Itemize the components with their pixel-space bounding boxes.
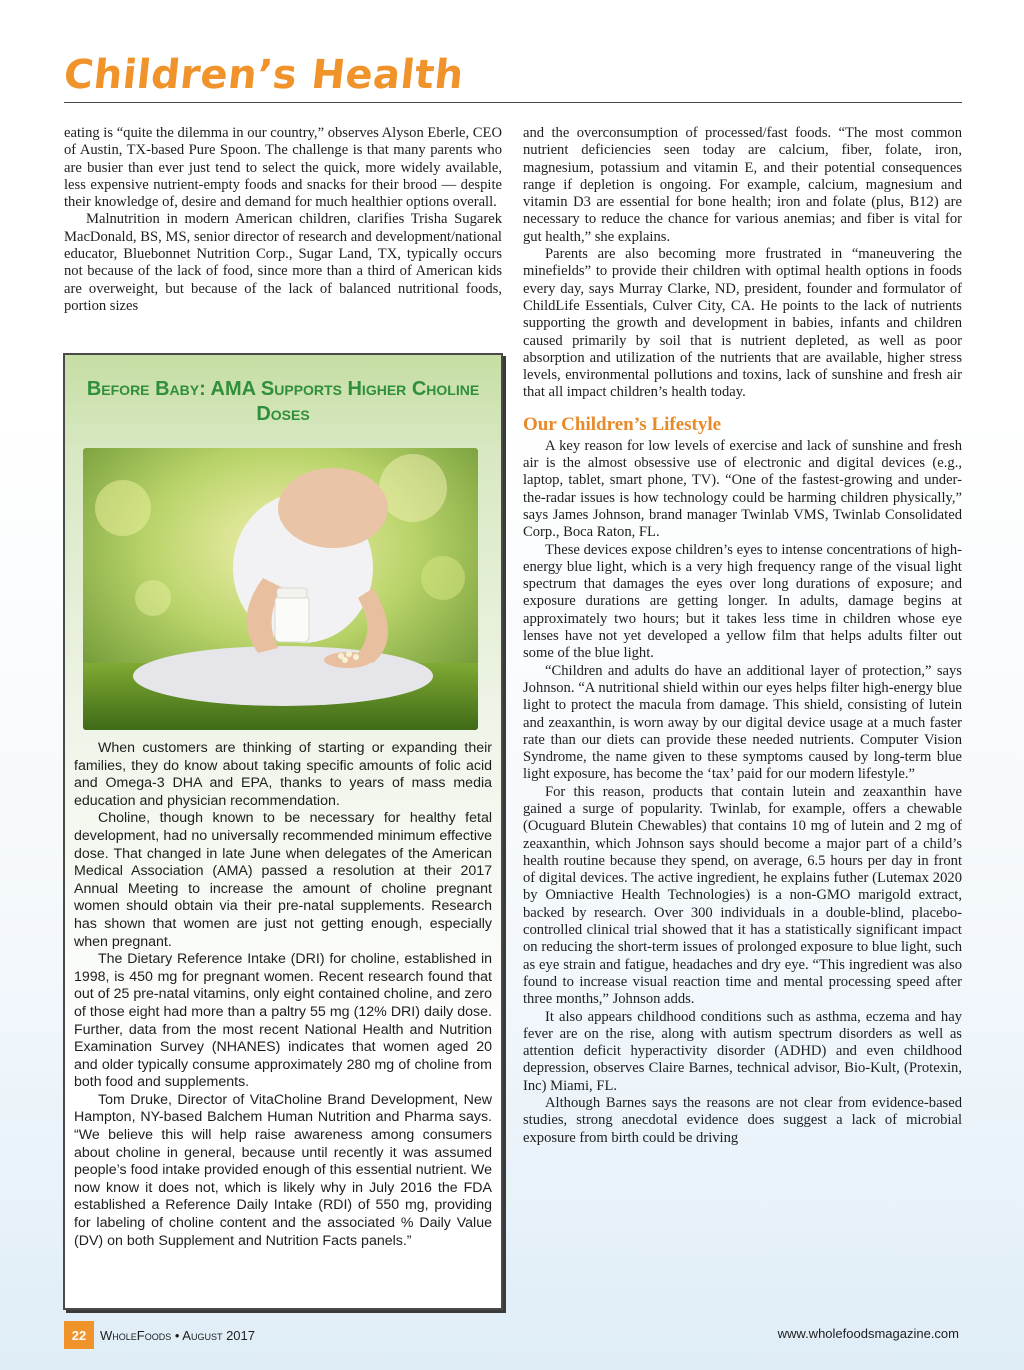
body-paragraph: Parents are also becoming more frustrated in “maneuvering the minefields” to provide their children with optimal health options in foods every day, says Murray Clarke, ND, president, founder and formulator of ChildLife Essentials, Culver City, CA. He points to the lack of nutrients supporting the growth and development in babies, infants and children caused primarily by soil that is nutrient depleted, as well as poor absorption and utilization of the nutrients that are available, higher stress levels, environmental pollutions and toxins, lack of sunshine and fresh air that all impact children’s health today. — [523, 246, 962, 401]
body-paragraph: Malnutrition in modern American children, clarifies Trisha Sugarek MacDonald, BS, MS, senior director of research and development/national educator, Bluebonnet Nutrition Corp., Sugar Land, TX, typically occurs not because of the lack of food, since more than a third of American kids are overweight, but because of the lack of balanced nutritional foods, portion sizes — [64, 211, 502, 314]
page-number: 22 — [64, 1321, 94, 1349]
body-paragraph: A key reason for low levels of exercise and lack of sunshine and fresh air is the almost obsessive use of electronic and digital devices (e.g., laptop, tablet, smart phone, TV). “One of the fastest-growing and under-the-radar issues is how technology could be harming children physically,” says James Johnson, brand manager Twinlab VMS, Twinlab Consolidated Corp., Boca Raton, FL. — [523, 437, 962, 541]
body-paragraph: eating is “quite the dilemma in our country,” observes Alyson Eberle, CEO of Austin, TX-based Pure Spoon. The challenge is that many parents who are busier than ever just tend to select the quick, more widely available, less expensive nutrient-empty foods and snacks for their brood — despite their knowledge of, desire and demand for much healthier options overall. — [64, 125, 502, 211]
subhead: Our Children’s Lifestyle — [523, 413, 722, 435]
right-column — [523, 125, 962, 1147]
sidebar-box — [63, 353, 503, 1310]
body-paragraph: It also appears childhood conditions such as asthma, eczema and hay fever are on the rise, along with autism spectrum disorders as well as attention deficit hyperactivity disorder (ADHD) and even childhood depression, observes Claire Barnes, technical advisor, Bio-Kult, (Protexin, Inc) Miami, FL. — [523, 1008, 962, 1094]
sidebar-title: Before Baby: AMA Supports Higher Choline Doses — [86, 378, 480, 425]
body-paragraph: and the overconsumption of processed/fast foods. “The most common nutrient deficiencies seen today are calcium, fiber, folate, iron, magnesium, potassium and vitamin E, and their potential consequences range if depletion is ongoing. For example, calcium, magnesium and vitamin D3 are essential for bone health; iron and folate (plus, B12) are necessary to reduce the chance for various anemias; and fiber is vital for gut health,” she explains. — [523, 125, 962, 245]
section-title: Children’s Health — [61, 52, 466, 98]
body-paragraph: Although Barnes says the reasons are not clear from evidence-based studies, strong anecdotal evidence does suggest a lack of microbial exposure from birth could be driving — [523, 1095, 962, 1146]
sidebar-paragraph: The Dietary Reference Intake (DRI) for choline, established in 1998, is 450 mg for pregnant women. Recent research found that out of 25 pre-natal vitamins, only eight contained choline, and zero of those eight had more than a paltry 55 mg (12% DRI) daily dose. Further, data from the most recent National Health and Nutrition Examination Survey (NHANES) indicates that women aged 20 and older typically consume approximately 280 mg of choline from both food and supplements. — [74, 951, 492, 1091]
body-paragraph: These devices expose children’s eyes to intense concentrations of high-energy blue light, which is a very high frequency range of the visual light spectrum that damages the eyes over long durations of exposure; and exposure durations are getting longer. In adults, damage begins at approximately two hours; but it takes less time in children whose eye lenses have not yet developed a yellow film that helps adults filter out some of the blue light. — [523, 541, 962, 662]
publication-name: WholeFoods • August 2017 — [100, 1327, 255, 1343]
body-paragraph: For this reason, products that contain lutein and zeaxanthin have gained a surge of popularity. Twinlab, for example, offers a chewable (Ocuguard Blutein Chewables) that contains 10 mg of lutein and 2 mg of zeaxanthin, which Johnson says should become a major part of a child’s health routine because they spend, on average, 6.5 hours per day in front of digital devices. The active ingredient, he explains futher (Lutemax 2020 by Omniactive Health Technologies) is a non-GMO marigold extract, backed by research. Over 300 individuals in a double-blind, placebo-controlled clinical trial showed that it has a statistically significant impact on reducing the short-term issues of prolonged exposure to blue light, such as eye strain and fatigue, headaches and dry eye. “This ingredient was also found to increase visual reaction time and mental processing speed after three months,” Johnson adds. — [523, 783, 962, 1008]
pregnant-woman-photo — [83, 448, 478, 730]
sidebar-paragraph: Tom Druke, Director of VitaCholine Brand Development, New Hampton, NY-based Balchem Human Nutrition and Pharma says. “We believe this will help raise awareness among consumers about choline in general, because until recently it was assumed people’s food intake provided enough of this essential nutrient. We now know it does not, which is likely why in July 2016 the FDA established a Reference Daily Intake (RDI) of 550 mg, providing for labeling of choline content and the associated % Daily Value (DV) on both Supplement and Nutrition Facts panels.” — [74, 1091, 492, 1249]
sidebar-paragraph: When customers are thinking of starting or expanding their families, they do know about taking specific amounts of folic acid and Omega-3 DHA and EPA, thanks to years of mass media education and physician recommendation. — [74, 740, 492, 809]
footer — [64, 1321, 255, 1349]
body-paragraph: “Children and adults do have an additional layer of protection,” says Johnson. “A nutritional shield within our eyes helps filter high-energy blue light to protect the macula from damage. This shield, consisting of lutein and zeaxanthin, is worn away by our digital device usage at a much faster rate than our diets can provide these needed nutrients. Computer Vision Syndrome, the name given to these symptoms caused by long-term blue light exposure, has become the ‘tax’ paid for our modern lifestyle.” — [523, 662, 962, 783]
title-rule — [64, 102, 962, 103]
sidebar-text — [74, 740, 492, 1250]
sidebar-paragraph: Choline, though known to be necessary for healthy fetal development, had no universally recommended minimum effective dose. That changed in late June when delegates of the American Medical Association (AMA) passed a resolution at their 2017 Annual Meeting to increase the amount of choline pregnant women should obtain via their pre-natal supplements. Research has shown that women are just not getting enough, especially when pregnant. — [74, 810, 492, 950]
website-url: www.wholefoodsmagazine.com — [777, 1326, 959, 1341]
left-column — [64, 125, 502, 315]
